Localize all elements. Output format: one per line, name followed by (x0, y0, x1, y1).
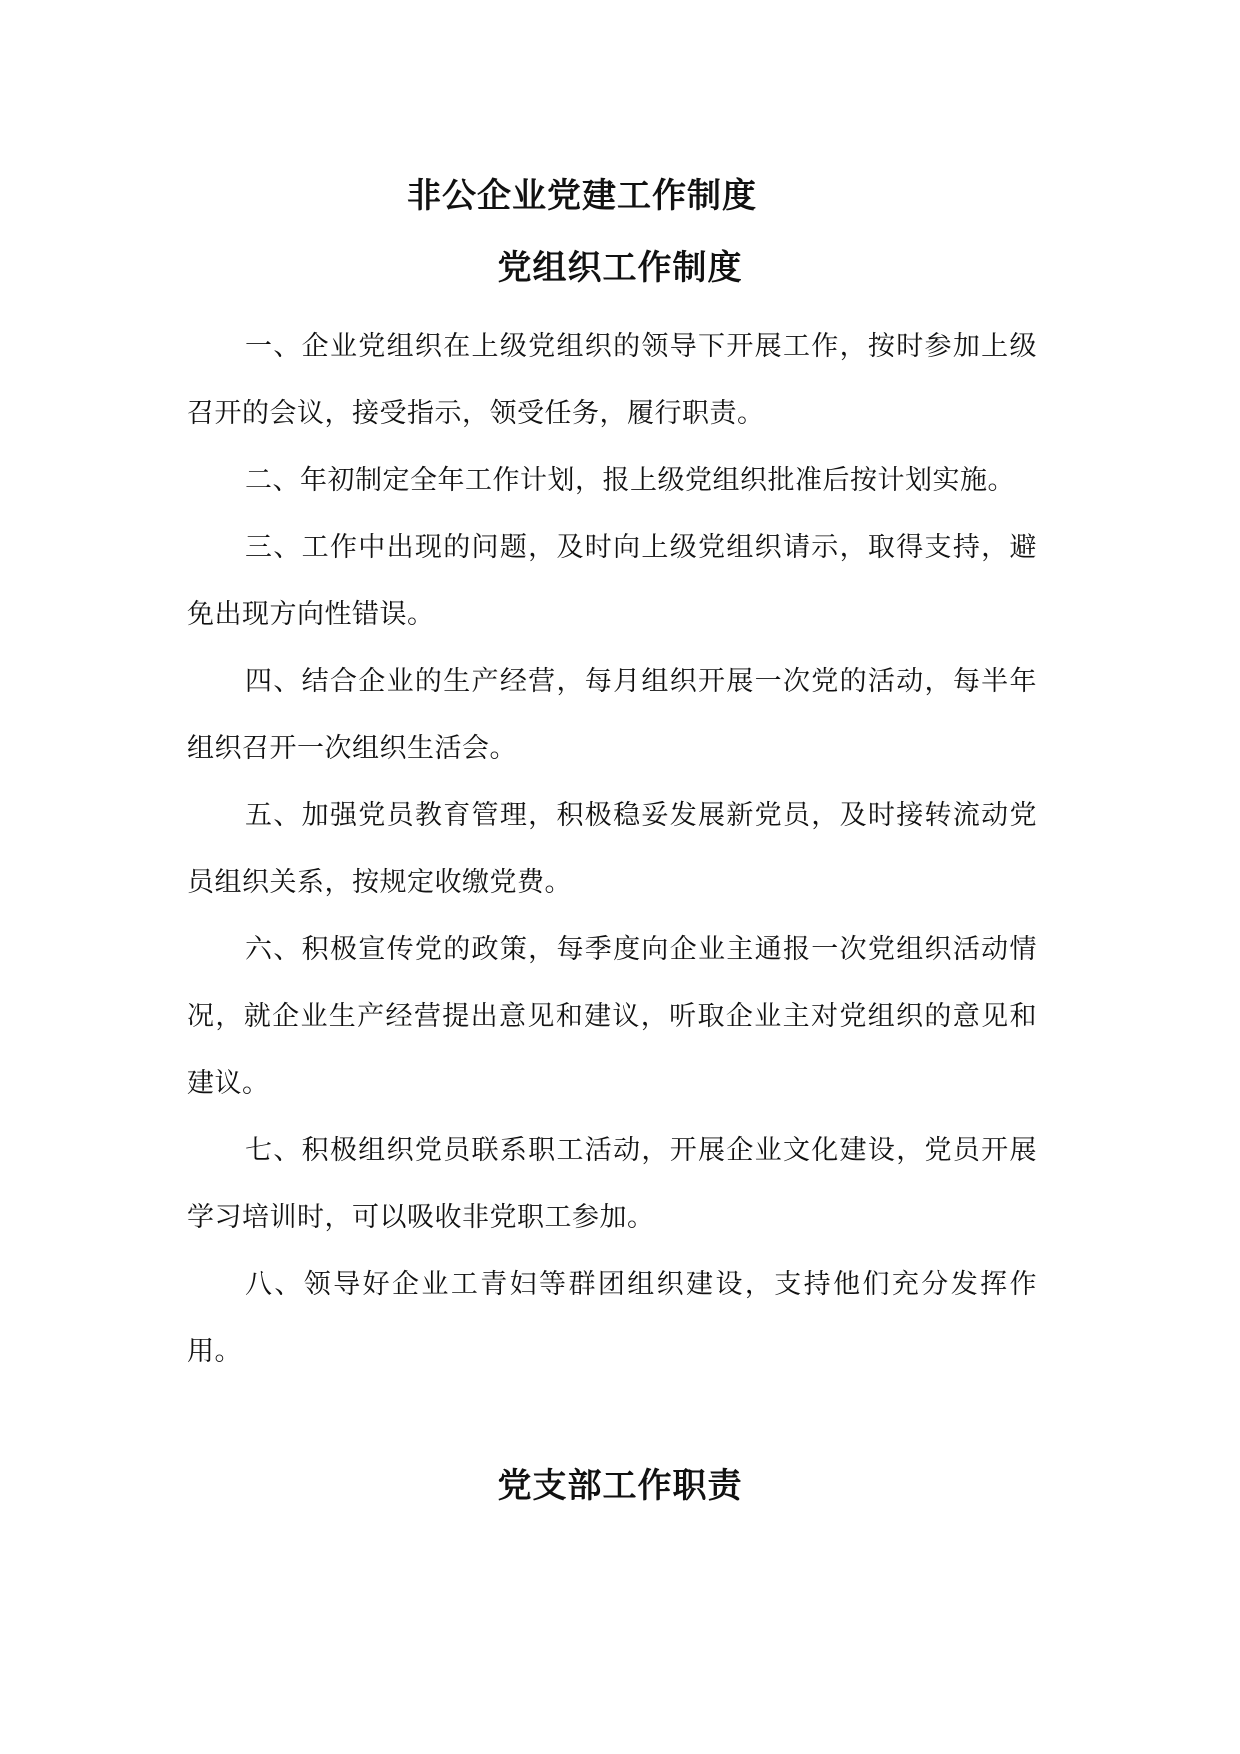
rule-paragraph-2: 二、年初制定全年工作计划，报上级党组织批准后按计划实施。 (245, 465, 1015, 496)
rule-paragraph-5: 五、加强党员教育管理，积极稳妥发展新党员，及时接转流动党员组织关系，按规定收缴党费。 (187, 800, 1037, 898)
rule-paragraph-1: 一、企业党组织在上级党组织的领导下开展工作，按时参加上级召开的会议，接受指示，领受任务，履行职责。 (187, 331, 1037, 429)
rule-paragraph-3: 三、工作中出现的问题，及时向上级党组织请示，取得支持，避免出现方向性错误。 (187, 532, 1037, 630)
rule-paragraph-8: 八、领导好企业工青妇等群团组织建设，支持他们充分发挥作用。 (187, 1269, 1037, 1367)
section-title-branch-duties: 党支部工作职责 (497, 1466, 743, 1506)
document-body (187, 313, 1037, 1385)
rule-paragraph-6: 六、积极宣传党的政策，每季度向企业主通报一次党组织活动情况，就企业生产经营提出意见和建议，听取企业主对党组织的意见和建议。 (187, 934, 1037, 1099)
rule-paragraph-7: 七、积极组织党员联系职工活动，开展企业文化建设，党员开展学习培训时，可以吸收非党职工参加。 (187, 1135, 1037, 1233)
rule-paragraph-4: 四、结合企业的生产经营，每月组织开展一次党的活动，每半年组织召开一次组织生活会。 (187, 666, 1037, 764)
section-title-party-organization-rules: 党组织工作制度 (497, 248, 743, 288)
document-title: 非公企业党建工作制度 (407, 176, 757, 216)
